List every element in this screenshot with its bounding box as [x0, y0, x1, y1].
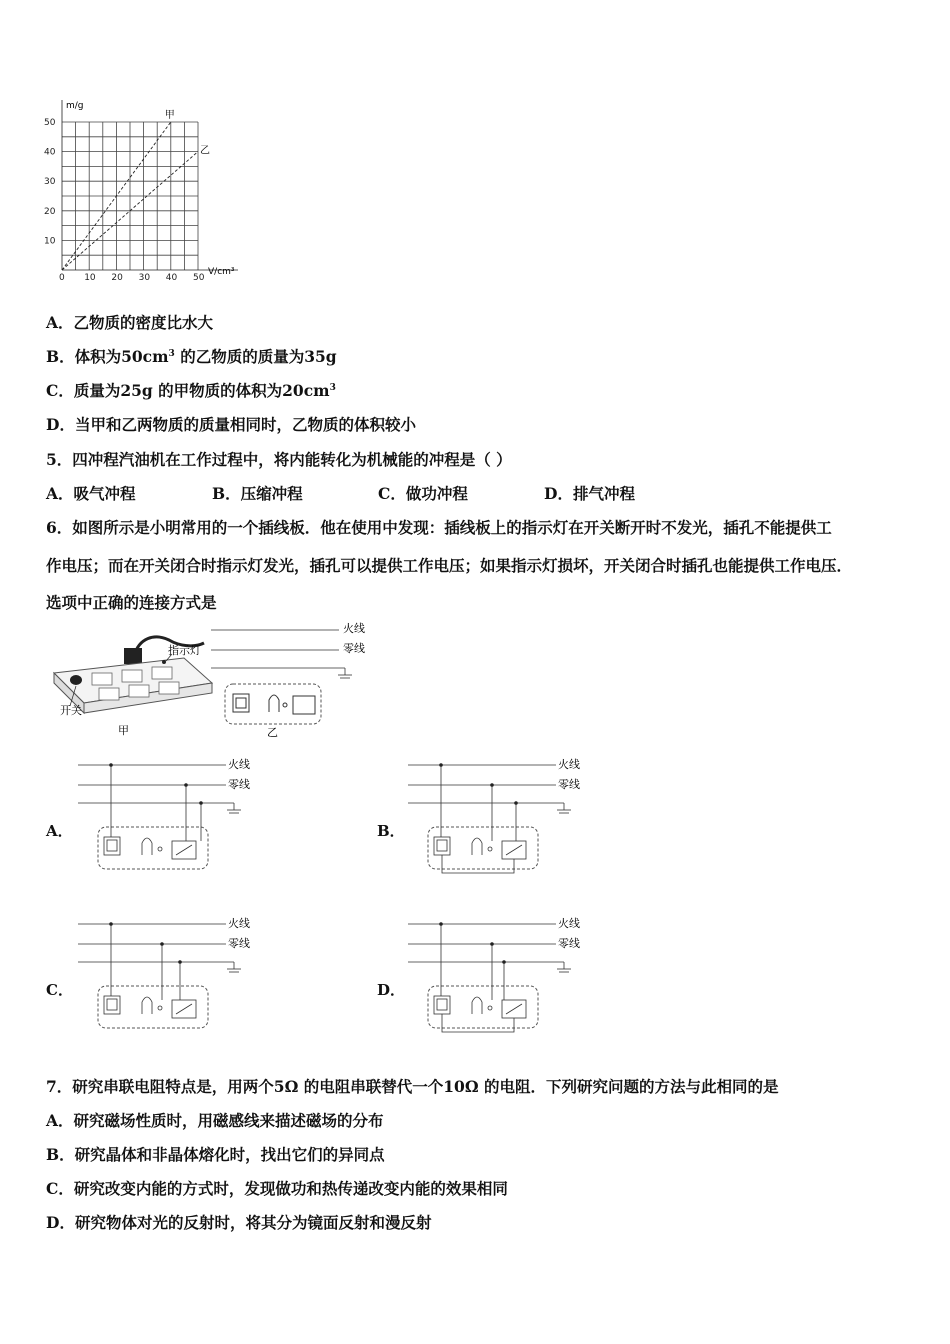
y-tick-label: 10	[44, 236, 56, 247]
y-tick-label: 40	[44, 147, 56, 158]
q4-option-d: D．当甲和乙两物质的质量相同时，乙物质的体积较小	[46, 415, 416, 434]
x-tick-label: 20	[111, 273, 123, 283]
zero-line-label: 零线	[343, 642, 365, 655]
q6-stem-line2: 作电压；而在开关闭合时指示灯发光，插孔可以提供工作电压；如果指示灯损坏，开关闭合时插孔也能提供工作电压．	[46, 556, 853, 575]
indicator-label: 指示灯	[168, 644, 201, 657]
circuit-zero-line-label: 零线	[228, 778, 250, 791]
q6-choice-b-label: B．	[377, 822, 405, 840]
q7-option-a: A．研究磁场性质时，用磁感线来描述磁场的分布	[46, 1111, 384, 1130]
q4-option-b: B．体积为$50cm^3$ 的乙物质的质量为35g	[46, 347, 337, 366]
switch-label: 开关	[60, 704, 82, 717]
circuit-fire-line-label: 火线	[558, 917, 580, 930]
circuit-b	[406, 753, 596, 878]
q5-options	[46, 482, 710, 504]
plug	[124, 648, 142, 664]
x-tick-label: 30	[138, 273, 151, 283]
y-tick-label: 50	[44, 118, 56, 128]
series-yi-label: 乙	[200, 145, 210, 157]
circuit-zero-line-label: 零线	[558, 778, 580, 791]
series-jia-label: 甲	[164, 110, 175, 121]
q5-option-b: B．压缩冲程	[212, 484, 303, 503]
q5-option-a: A．吸气冲程	[46, 484, 136, 503]
circuit-fire-line-label: 火线	[228, 758, 250, 771]
q4-option-c: C．质量为25g 的甲物质的体积为$20cm^3$	[46, 381, 336, 400]
q6-choice-d-label: D．	[377, 981, 406, 999]
q7-option-c: C．研究改变内能的方式时，发现做功和热传递改变内能的效果相同	[46, 1179, 508, 1198]
x-tick-label: 0	[59, 273, 65, 283]
figure-yi-caption: 乙	[267, 726, 278, 739]
x-tick-label: 40	[165, 273, 178, 283]
circuit-d	[406, 912, 596, 1037]
y-tick-label: 20	[44, 206, 56, 217]
mass-volume-graph	[40, 95, 250, 285]
q5-stem: 5．四冲程汽油机在工作过程中，将内能转化为机械能的冲程是（ ）	[46, 450, 512, 469]
q5-option-d: D．排气冲程	[544, 484, 635, 503]
y-tick-label: 30	[44, 177, 56, 188]
q5-option-c: C．做功冲程	[378, 484, 468, 503]
q7-stem: 7．研究串联电阻特点是，用两个5Ω 的电阻串联替代一个10Ω 的电阻．下列研究问题的方法与此相同的是	[46, 1077, 779, 1096]
q6-stem-line3: 选项中正确的连接方式是	[46, 593, 217, 612]
y-axis-label: m/g	[66, 101, 84, 111]
circuit-zero-line-label: 零线	[558, 937, 580, 950]
power-strip-figure	[44, 628, 219, 740]
circuit-zero-line-label: 零线	[228, 937, 250, 950]
figure-jia-caption: 甲	[118, 724, 129, 737]
circuit-fire-line-label: 火线	[228, 917, 250, 930]
q7-option-b: B．研究晶体和非晶体熔化时，找出它们的异同点	[46, 1145, 385, 1164]
switch-icon	[70, 675, 82, 685]
circuit-a	[76, 753, 266, 878]
q7-option-d: D．研究物体对光的反射时，将其分为镜面反射和漫反射	[46, 1213, 432, 1232]
q6-stem-line1: 6．如图所示是小明常用的一个插线板．他在使用中发现：插线板上的指示灯在开关断开时不发光，插孔不能提供工	[46, 518, 832, 537]
x-tick-label: 10	[84, 273, 96, 283]
q6-choice-c-label: C．	[46, 981, 73, 999]
x-tick-label: 50	[193, 273, 205, 283]
q4-option-a: A．乙物质的密度比水大	[46, 313, 214, 332]
q6-choice-a-label: A．	[46, 822, 73, 840]
circuit-c	[76, 912, 266, 1037]
fire-line-label: 火线	[343, 622, 365, 635]
circuit-fire-line-label: 火线	[558, 758, 580, 771]
x-axis-label: V/cm³	[208, 267, 235, 277]
wiring-figure-yi	[205, 620, 380, 740]
